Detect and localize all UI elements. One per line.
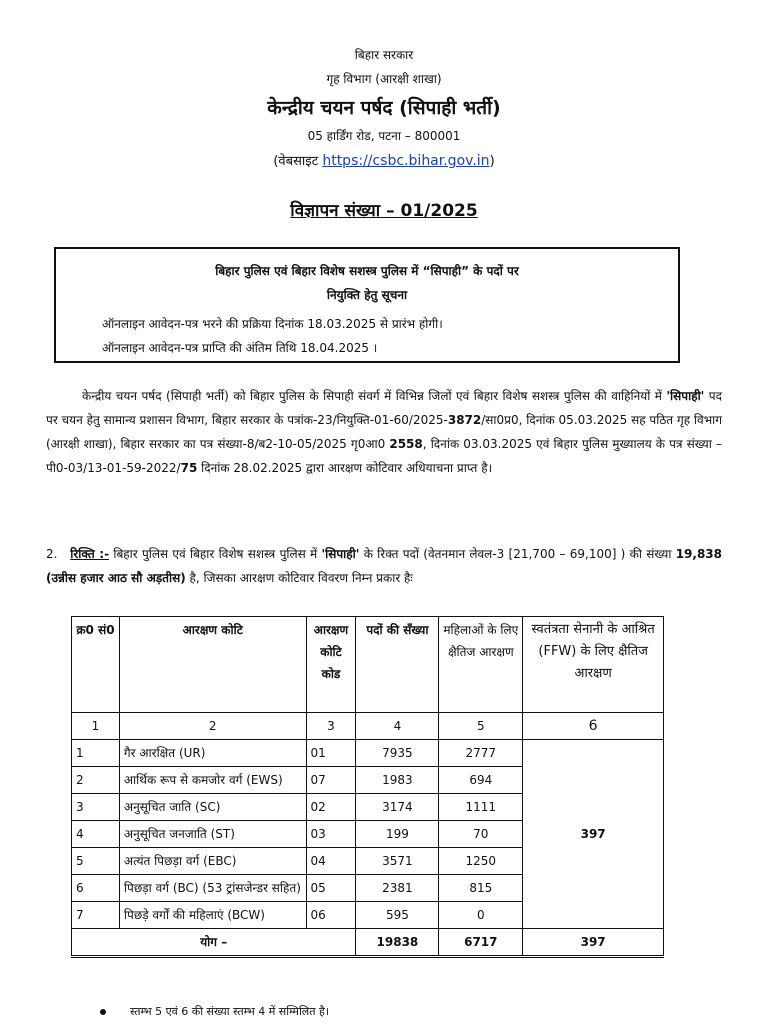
notice-line-2: नियुक्ति हेतु सूचना xyxy=(326,288,408,302)
paragraph-2: 2. रिक्ति :- बिहार पुलिस एवं बिहार विशेष सशस्त्र पुलिस में 'सिपाही' के रिक्त पदों (वेतनमान लेवल-3 [21,700 – 69,100] ) की संख्या 19,838 (उन्नीस हजार आठ सौ अड़तीस) है, जिसका आरक्षण कोटिवार विवरण निम्न प्रकार हैः xyxy=(46,547,723,585)
address: 05 हार्डिंग रोड, पटना – 800001 xyxy=(307,129,461,143)
table-row: 7 पिछड़े वर्गों की महिलाएं (BCW) 06 595 0 xyxy=(72,902,664,929)
table-row: 5 अत्यंत पिछड़ा वर्ग (EBC) 04 3571 1250 xyxy=(72,848,664,875)
table-row: 6 पिछड़ा वर्ग (BC) (53 ट्रांसजेन्डर सहित) 05 2381 815 xyxy=(72,875,664,902)
table-row: 4 अनुसूचित जनजाति (ST) 03 199 70 xyxy=(72,821,664,848)
table-header-row xyxy=(72,617,664,713)
department-name: गृह विभाग (आरक्षी शाखा) xyxy=(326,72,442,86)
table-row: 3 अनुसूचित जाति (SC) 02 3174 1111 xyxy=(72,794,664,821)
total-row: योग – 19838 6717 397 xyxy=(72,929,664,957)
website-line: (वेबसाइट https://csbc.bihar.gov.in) xyxy=(273,153,495,169)
column-number-row: 1 2 3 4 5 6 xyxy=(72,713,664,740)
notice-start-date: ऑनलाइन आवेदन-पत्र भरने की प्रक्रिया दिनांक 18.03.2025 से प्रारंभ होगी। xyxy=(102,317,443,331)
website-link[interactable]: https://csbc.bihar.gov.in xyxy=(322,153,490,169)
notice-end-date: ऑनलाइन आवेदन-पत्र प्राप्ति की अंतिम तिथि 18.04.2025 । xyxy=(102,341,378,355)
advert-number: विज्ञापन संख्या – 01/2025 xyxy=(290,201,478,221)
header-category: आरक्षण कोटि xyxy=(119,617,306,713)
board-title: केन्द्रीय चयन पर्षद (सिपाही भर्ती) xyxy=(267,97,501,119)
table-row: 2 आर्थिक रूप से कमजोर वर्ग (EWS) 07 1983 694 xyxy=(72,767,664,794)
vacancy-table xyxy=(71,616,664,958)
header-code: आरक्षण कोटि कोड xyxy=(306,617,356,713)
paragraph-1: केन्द्रीय चयन पर्षद (सिपाही भर्ती) को बिहार पुलिस के सिपाही संवर्ग में विभिन्न जिलों एवं बिहार विशेष सशस्त्र पुलिस की वाहिनियों में 'सिपाही' पद पर चयन हेतु सामान्य प्रशासन विभाग, बिहार सरकार के पत्रांक-23/नियुक्ति-01-60/2025-3872/सा0प्र0, दिनांक 05.03.2025 सह पठित गृह विभाग (आरक्षी शाखा), बिहार सरकार का पत्र संख्या-8/ब2-10-05/2025 गृ0आ0 2558, दिनांक 03.03.2025 एवं बिहार पुलिस मुख्यालय के पत्र संख्या – पी0-03/13-01-59-2022/75 दिनांक 28.02.2025 द्वारा आरक्षण कोटिवार अधियाचना प्राप्त है। xyxy=(46,389,722,475)
govt-name: बिहार सरकार xyxy=(354,48,414,62)
bullet-icon xyxy=(100,1009,106,1015)
header-posts: पदों की सँख्या xyxy=(356,617,439,713)
header-women: महिलाओं के लिए क्षैतिज आरक्षण xyxy=(439,617,523,713)
notice-line-1: बिहार पुलिस एवं बिहार विशेष सशस्त्र पुलिस में “सिपाही” के पदों पर xyxy=(215,264,519,278)
ffw-merged-cell: 397 xyxy=(523,740,664,929)
header-sn: क्र0 सं0 xyxy=(72,617,120,713)
footnote: स्तम्भ 5 एवं 6 की संख्या स्तम्भ 4 में सम्मिलित है। xyxy=(100,1004,329,1019)
header-ffw: स्वतंत्रता सेनानी के आश्रित (FFW) के लिए क्षैतिज आरक्षण xyxy=(523,617,664,713)
table-row: 1 गैर आरक्षित (UR) 01 7935 2777 397 xyxy=(72,740,664,767)
notice-box xyxy=(54,247,680,363)
